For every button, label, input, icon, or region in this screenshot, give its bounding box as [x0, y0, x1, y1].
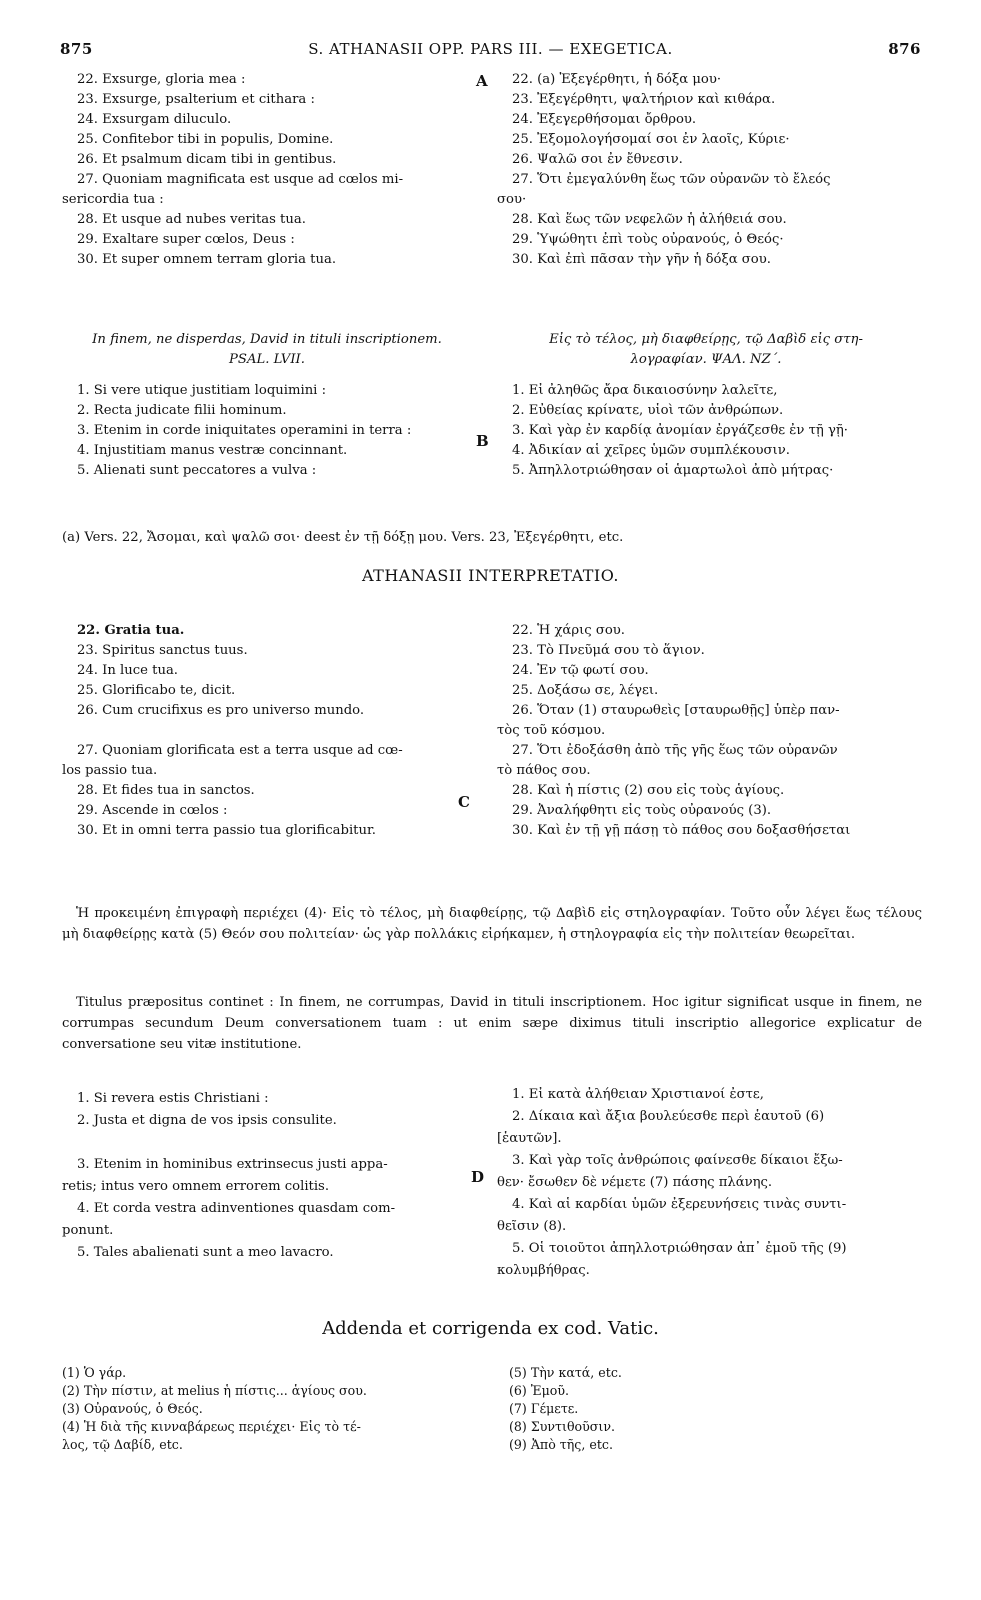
- addenda-note: (6) Ἐμοῦ.: [509, 1383, 570, 1398]
- verse-line: [ἑαυτῶν].: [497, 1131, 562, 1146]
- verse-line: 29. Ὑψώθητι ἐπὶ τοὺς οὐρανούς, ὁ Θεός·: [512, 232, 784, 247]
- latin-psalm-title: [62, 330, 472, 370]
- verse-line: 27. Quoniam magnificata est usque ad cœlos mi-: [77, 172, 404, 187]
- verse-line: 22. Gratia tua.: [77, 623, 185, 638]
- verse-line: 4. Καὶ αἱ καρδίαι ὑμῶν ἐξερευνήσεις τινὰς συντι-: [512, 1197, 847, 1212]
- psalm-title-line: Εἰς τὸ τέλος, μὴ διαφθείρῃς, τῷ Δαβὶδ εἰς στη-: [549, 332, 863, 347]
- verse-line: 5. Alienati sunt peccatores a vulva :: [77, 463, 317, 478]
- verse-line: los passio tua.: [62, 763, 158, 778]
- verse-line: σου·: [497, 192, 527, 207]
- verse-line: 2. Δίκαια καὶ ἄξια βουλεύεσθε περὶ ἑαυτοῦ (6): [512, 1109, 825, 1124]
- verse-line: 22. Ἡ χάρις σου.: [512, 623, 625, 638]
- psalm-number: PSAL. LVII.: [229, 352, 305, 367]
- verse-line: 3. Καὶ γὰρ ἐν καρδίᾳ ἀνομίαν ἐργάζεσθε ἐν τῇ γῇ·: [512, 423, 848, 438]
- margin-marker-d: D: [471, 1168, 485, 1186]
- verse-line: 30. Καὶ ἐν τῇ γῇ πάσῃ τὸ πάθος σου δοξασθήσεται: [512, 823, 851, 838]
- verse-line: 26. Cum crucifixus es pro universo mundo.: [77, 703, 365, 718]
- verse-line: 2. Recta judicate filii hominum.: [77, 403, 287, 418]
- latin-commentary: [62, 992, 922, 1055]
- verse-line: 22. Exsurge, gloria mea :: [77, 72, 246, 87]
- verse-line: 25. Glorificabo te, dicit.: [77, 683, 236, 698]
- greek-verses-22-30: [497, 70, 915, 270]
- verse-line: 1. Εἰ ἀληθῶς ἄρα δικαιοσύνην λαλεῖτε,: [512, 383, 778, 398]
- verse-line: 24. Ἐξεγερθήσομαι ὄρθρου.: [512, 112, 697, 127]
- greek-commentary: [62, 903, 922, 945]
- verse-line: 4. Ἀδικίαν αἱ χεῖρες ὑμῶν συμπλέκουσιν.: [512, 443, 790, 458]
- verse-line: 26. Et psalmum dicam tibi in gentibus.: [77, 152, 337, 167]
- page-number-right: 876: [888, 40, 921, 58]
- verse-line: retis; intus vero omnem errorem colitis.: [62, 1179, 330, 1194]
- verse-line: 29. Ascende in cœlos :: [77, 803, 228, 818]
- footnote-a: (a) Vers. 22, Ἄσομαι, καὶ ψαλῶ σοι· deest ἐν τῇ δόξῃ μου. Vers. 23, Ἐξεγέρθητι, etc.: [62, 530, 624, 545]
- verse-line: 24. Exsurgam diluculo.: [77, 112, 232, 127]
- verse-line: 2. Εὐθείας κρίνατε, υἱοὶ τῶν ἀνθρώπων.: [512, 403, 784, 418]
- verse-line: 26. Ὅταν (1) σταυρωθεὶς [σταυρωθῇς] ὑπὲρ παν-: [512, 703, 840, 718]
- addenda-right: [509, 1364, 927, 1454]
- page-number-left: 875: [60, 40, 93, 58]
- verse-line: 28. Et usque ad nubes veritas tua.: [77, 212, 306, 227]
- verse-line: 4. Et corda vestra adinventiones quasdam com-: [77, 1201, 396, 1216]
- verse-line: θεν· ἔσωθεν δὲ νέμετε (7) πάσης πλάνης.: [497, 1175, 773, 1190]
- verse-line: 2. Justa et digna de vos ipsis consulite.: [77, 1113, 337, 1128]
- verse-line: 3. Etenim in corde iniquitates operamini in terra :: [77, 423, 412, 438]
- verse-line: τὸ πάθος σου.: [497, 763, 591, 778]
- greek-psalm-title: [497, 330, 915, 370]
- addenda-note: λος, τῷ Δαβίδ, etc.: [62, 1437, 183, 1452]
- latin-interpretatio: [62, 621, 472, 841]
- margin-marker-a: A: [476, 72, 488, 90]
- verse-line: 5. Ἀπηλλοτριώθησαν οἱ ἁμαρτωλοὶ ἀπὸ μήτρας·: [512, 463, 834, 478]
- verse-line: 24. Ἐν τῷ φωτί σου.: [512, 663, 649, 678]
- latin-verses-22-30: [62, 70, 472, 270]
- running-header: [60, 40, 921, 60]
- latin-commentary-text: Titulus præpositus continet : In finem, ne corrumpas, David in tituli inscriptionem. Hoc igitur significat usque in finem, ne corrumpas secundum Deum conversationem tuam : ut enim sæpe diximus tituli inscriptio allegorice explicatur de conversatione seu vitæ institutione.: [62, 995, 922, 1052]
- verse-line: 27. Ὅτι ἐμεγαλύνθη ἕως τῶν οὐρανῶν τὸ ἔλεός: [512, 172, 831, 187]
- addenda-left: [62, 1364, 472, 1454]
- latin-exposition: [62, 1088, 472, 1264]
- latin-psalm-verses: [62, 381, 472, 481]
- verse-line: κολυμβήθρας.: [497, 1263, 590, 1278]
- psalm-number: λογραφίαν. ΨΑΛ. ΝΖ΄.: [630, 352, 782, 367]
- verse-line: θεῖσιν (8).: [497, 1219, 567, 1234]
- greek-exposition: [497, 1084, 915, 1282]
- addenda-note: (8) Συντιθοῦσιν.: [509, 1419, 615, 1434]
- verse-line: 1. Εἰ κατὰ ἀλήθειαν Χριστιανοί ἐστε,: [512, 1087, 764, 1102]
- verse-line: 22. (a) Ἐξεγέρθητι, ἡ δόξα μου·: [512, 72, 722, 87]
- verse-line: 1. Si revera estis Christiani :: [77, 1091, 269, 1106]
- verse-line: sericordia tua :: [62, 192, 164, 207]
- verse-line: 1. Si vere utique justitiam loquimini :: [77, 383, 327, 398]
- margin-marker-c: C: [458, 793, 470, 811]
- addenda-note: (1) Ὁ γάρ.: [62, 1365, 127, 1380]
- verse-line: 25. Confitebor tibi in populis, Domine.: [77, 132, 334, 147]
- verse-line: 27. Ὅτι ἐδοξάσθη ἀπὸ τῆς γῆς ἕως τῶν οὐρανῶν: [512, 743, 838, 758]
- addenda-title: Addenda et corrigenda ex cod. Vatic.: [322, 1318, 659, 1339]
- verse-line: 30. Et in omni terra passio tua glorificabitur.: [77, 823, 376, 838]
- verse-line: 3. Καὶ γὰρ τοῖς ἀνθρώποις φαίνεσθε δίκαιοι ἔξω-: [512, 1153, 843, 1168]
- verse-line: τὸς τοῦ κόσμου.: [497, 723, 606, 738]
- verse-line: 28. Καὶ ἡ πίστις (2) σου εἰς τοὺς ἁγίους.: [512, 783, 785, 798]
- verse-line: 4. Injustitiam manus vestræ concinnant.: [77, 443, 348, 458]
- verse-line: 27. Quoniam glorificata est a terra usque ad cœ-: [77, 743, 403, 758]
- verse-line: 30. Καὶ ἐπὶ πᾶσαν τὴν γῆν ἡ δόξα σου.: [512, 252, 771, 267]
- addenda-note: (7) Γέμετε.: [509, 1401, 579, 1416]
- verse-line: 24. In luce tua.: [77, 663, 178, 678]
- verse-line: 23. Ἐξεγέρθητι, ψαλτήριον καὶ κιθάρα.: [512, 92, 776, 107]
- addenda-note: (3) Οὐρανούς, ὁ Θεός.: [62, 1401, 203, 1416]
- verse-line: 3. Etenim in hominibus extrinsecus justi appa-: [77, 1157, 388, 1172]
- verse-line: 28. Et fides tua in sanctos.: [77, 783, 255, 798]
- addenda-note: (9) Ἀπὸ τῆς, etc.: [509, 1437, 613, 1452]
- addenda-note: (2) Τὴν πίστιν, at melius ἡ πίστις... ἁγίους σου.: [62, 1383, 367, 1398]
- verse-line: 25. Δοξάσω σε, λέγει.: [512, 683, 659, 698]
- verse-line: 5. Οἱ τοιοῦτοι ἀπηλλοτριώθησαν ἀπ᾽ ἐμοῦ τῆς (9): [512, 1241, 847, 1256]
- verse-line: 23. Τὸ Πνεῦμά σου τὸ ἅγιον.: [512, 643, 705, 658]
- verse-line: 28. Καὶ ἕως τῶν νεφελῶν ἡ ἀλήθειά σου.: [512, 212, 787, 227]
- addenda-note: (5) Τὴν κατά, etc.: [509, 1365, 622, 1380]
- psalm-title-line: In finem, ne disperdas, David in tituli inscriptionem.: [92, 332, 442, 347]
- greek-interpretatio: [497, 621, 915, 841]
- verse-line: 25. Ἐξομολογήσομαί σοι ἐν λαοῖς, Κύριε·: [512, 132, 790, 147]
- greek-commentary-text: Ἡ προκειμένη ἐπιγραφὴ περιέχει (4)· Εἰς τὸ τέλος, μὴ διαφθείρῃς, τῷ Δαβὶδ εἰς στηλογραφίαν. Τοῦτο οὖν λέγει ἕως τέλους μὴ διαφθείρῃς κατὰ (5) Θεόν σου πολιτείαν· ὡς γὰρ πολλάκις εἰρήκαμεν, ἡ στηλογραφία εἰς τὴν πολιτείαν θεωρεῖται.: [62, 906, 922, 942]
- addenda-note: (4) Ἡ διὰ τῆς κινναβάρεως περιέχει· Εἰς τὸ τέ-: [62, 1419, 361, 1434]
- verse-line: 5. Tales abalienati sunt a meo lavacro.: [77, 1245, 334, 1260]
- verse-line: 23. Exsurge, psalterium et cithara :: [77, 92, 315, 107]
- verse-line: 23. Spiritus sanctus tuus.: [77, 643, 248, 658]
- verse-line: ponunt.: [62, 1223, 114, 1238]
- verse-line: 30. Et super omnem terram gloria tua.: [77, 252, 337, 267]
- verse-line: 26. Ψαλῶ σοι ἐν ἔθνεσιν.: [512, 152, 683, 167]
- margin-marker-b: B: [476, 432, 489, 450]
- verse-line: 29. Ἀναλήφθητι εἰς τοὺς οὐρανούς (3).: [512, 803, 772, 818]
- running-title: S. ATHANASII OPP. PARS III. — EXEGETICA.: [308, 40, 673, 58]
- verse-line: 29. Exaltare super cœlos, Deus :: [77, 232, 295, 247]
- greek-psalm-verses: [497, 381, 915, 481]
- section-title: ATHANASII INTERPRETATIO.: [361, 566, 620, 585]
